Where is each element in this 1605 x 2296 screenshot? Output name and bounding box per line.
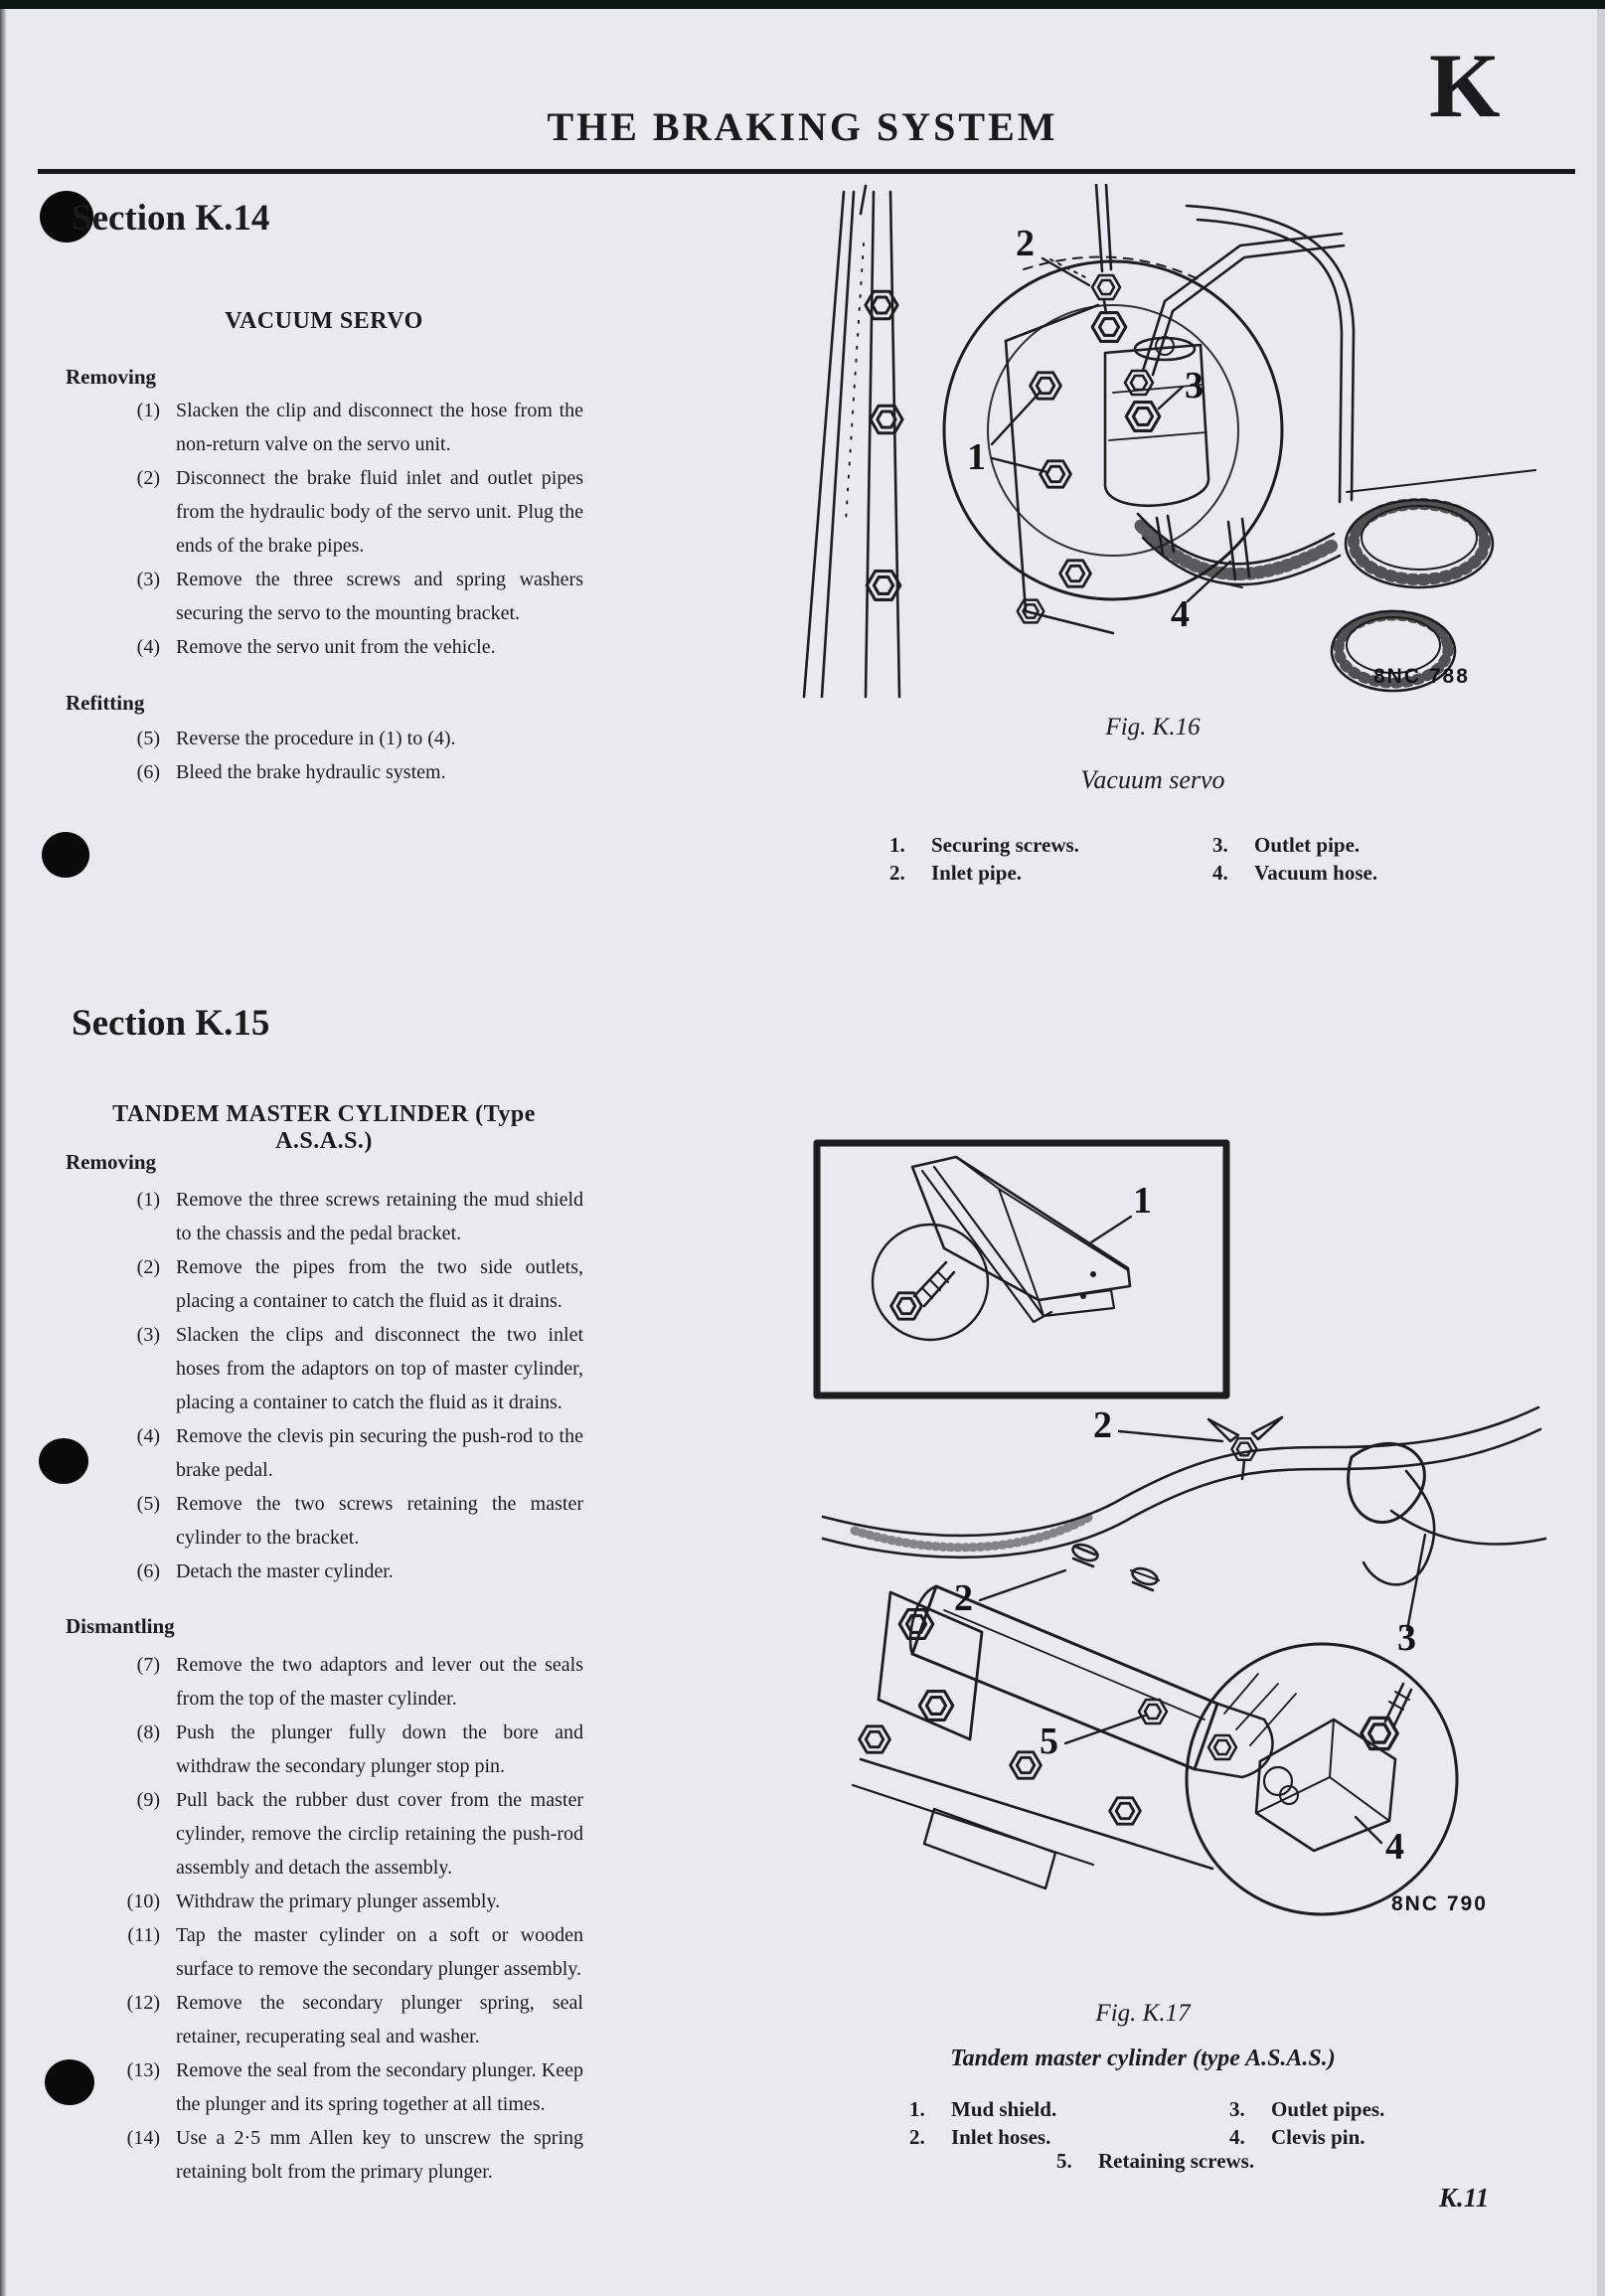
section-letter: K <box>1429 35 1501 136</box>
list-item-text: Push the plunger fully down the bore and withdraw the secondary plunger stop pin. <box>176 1722 583 1777</box>
k15-removing-list <box>65 1183 583 1588</box>
list-item <box>65 1183 583 1250</box>
legend-number: 2. <box>909 2125 925 2149</box>
fig-k17-illustration <box>795 1121 1550 1988</box>
callout-1: 1 <box>967 436 986 478</box>
page-number: K.11 <box>1439 2183 1490 2213</box>
list-item-text: Remove the two screws retaining the master cylinder to the bracket. <box>176 1493 583 1549</box>
k15-dismantling-list <box>65 1648 583 2189</box>
list-item-text: Withdraw the primary plunger assembly. <box>176 1890 501 1912</box>
fig-k16-legend-col2 <box>1212 831 1377 887</box>
callout-2-top: 2 <box>1093 1404 1112 1446</box>
drawing-code: 8NC 790 <box>1391 1892 1488 1915</box>
list-item-text: Remove the secondary plunger spring, seal retainer, recuperating seal and washer. <box>176 1992 583 2048</box>
legend-label: Outlet pipe. <box>1254 833 1361 857</box>
list-item-number: (2) <box>136 1256 160 1278</box>
list-item <box>65 394 583 461</box>
list-item-text: Remove the seal from the secondary plunger. Keep the plunger and its spring together at all times. <box>176 2059 583 2115</box>
fig-k17-subcaption: Tandem master cylinder (type A.S.A.S.) <box>950 2046 1336 2071</box>
callout-leaders <box>980 1431 1425 1843</box>
legend-label: Outlet pipes. <box>1271 2097 1385 2121</box>
fig-k17-caption: Fig. K.17 <box>1095 2000 1191 2027</box>
list-item-number: (4) <box>136 636 160 658</box>
list-item-text: Remove the two adaptors and lever out the seals from the top of the master cylinder. <box>176 1654 583 1710</box>
list-item-number: (6) <box>136 1560 160 1582</box>
callout-3: 3 <box>1397 1617 1416 1659</box>
legend-number: 3. <box>1229 2097 1245 2121</box>
list-item <box>65 2121 583 2189</box>
legend-label: Securing screws. <box>931 833 1079 857</box>
fig-k17-legend-col2 <box>1229 2095 1384 2151</box>
list-item-number: (6) <box>136 761 160 783</box>
list-item-text: Tap the master cylinder on a soft or wooden surface to remove the secondary plunger assembly. <box>176 1924 583 1980</box>
list-item <box>65 1487 583 1555</box>
k15-removing-heading: Removing <box>66 1150 156 1174</box>
fig-k16-caption: Fig. K.16 <box>1105 714 1201 740</box>
scan-edge-top <box>0 0 1605 9</box>
list-item-number: (14) <box>126 2127 160 2149</box>
list-item-number: (1) <box>136 1189 160 1211</box>
list-item-number: (4) <box>136 1425 160 1447</box>
list-item-text: Reverse the procedure in (1) to (4). <box>176 728 456 749</box>
list-item <box>65 563 583 630</box>
list-item-number: (12) <box>126 1992 160 2014</box>
legend-number: 1. <box>889 833 905 857</box>
scan-edge-right <box>1597 9 1605 2296</box>
list-item-number: (5) <box>136 1493 160 1515</box>
list-item-number: (8) <box>136 1722 160 1743</box>
legend-number: 1. <box>909 2097 925 2121</box>
servo-mounting-bracket <box>1006 305 1113 633</box>
callout-4: 4 <box>1385 1826 1404 1868</box>
pillar-panel-lines <box>804 192 899 697</box>
k14-refitting-heading: Refitting <box>66 691 145 715</box>
list-item-text: Bleed the brake hydraulic system. <box>176 761 446 783</box>
list-item <box>65 1986 583 2053</box>
list-item-text: Detach the master cylinder. <box>176 1560 394 1582</box>
list-item-text: Use a 2·5 mm Allen key to unscrew the spring retaining bolt from the primary plunger. <box>176 2127 583 2183</box>
fig-k17-legend-center <box>1056 2147 1254 2175</box>
mud-shield-inset <box>817 1143 1226 1395</box>
k14-removing-list <box>65 394 583 664</box>
list-item <box>65 755 583 789</box>
k14-removing-heading: Removing <box>66 365 156 389</box>
list-item <box>65 1716 583 1783</box>
list-item-number: (3) <box>136 569 160 590</box>
list-item-text: Remove the servo unit from the vehicle. <box>176 636 496 658</box>
list-item <box>65 461 583 563</box>
list-item <box>65 1885 583 1918</box>
legend-label: Clevis pin. <box>1271 2125 1365 2149</box>
vacuum-hose <box>1138 514 1340 587</box>
legend-number: 5. <box>1056 2149 1072 2173</box>
inlet-hose-pipes <box>823 1407 1545 1584</box>
list-item-text: Slacken the clip and disconnect the hose from the non-return valve on the servo unit. <box>176 400 583 455</box>
list-item <box>65 1419 583 1487</box>
list-item-text: Disconnect the brake fluid inlet and outlet pipes from the hydraulic body of the servo unit. Plug the ends of the brake pipes. <box>176 467 583 557</box>
list-item-number: (2) <box>136 467 160 489</box>
legend-number: 3. <box>1212 833 1228 857</box>
legend-label: Retaining screws. <box>1098 2149 1255 2173</box>
list-item-number: (7) <box>136 1654 160 1676</box>
list-item-number: (9) <box>136 1789 160 1811</box>
list-item <box>65 1250 583 1318</box>
reservoir-caps <box>1332 470 1535 691</box>
legend-label: Vacuum hose. <box>1254 861 1378 885</box>
list-item-number: (13) <box>126 2059 160 2081</box>
list-item-text: Pull back the rubber dust cover from the master cylinder, remove the circlip retaining the push-rod assembly and detach the assembly. <box>176 1789 583 1879</box>
outlet-pipe <box>1125 206 1354 502</box>
list-item-number: (11) <box>127 1924 160 1946</box>
callout-leaders <box>992 258 1230 601</box>
section-k14-title: VACUUM SERVO <box>225 308 423 334</box>
fig-k16-subcaption: Vacuum servo <box>1080 765 1225 794</box>
list-item-text: Slacken the clips and disconnect the two inlet hoses from the adaptors on top of master cylinder, placing a container to catch the fluid as it drains. <box>176 1324 583 1413</box>
callout-2-left: 2 <box>954 1577 973 1619</box>
list-item <box>65 2053 583 2121</box>
list-item-text: Remove the pipes from the two side outlets, placing a container to catch the fluid as it drains. <box>176 1256 583 1312</box>
legend-label: Inlet hoses. <box>951 2125 1051 2149</box>
k14-refitting-list <box>65 722 583 789</box>
list-item <box>65 1318 583 1419</box>
k15-dismantling-heading: Dismantling <box>66 1614 175 1638</box>
section-k15-heading: Section K.15 <box>72 1003 270 1044</box>
list-item-number: (1) <box>136 400 160 421</box>
clevis-detail-magnifier <box>1187 1644 1457 1914</box>
list-item-number: (5) <box>136 728 160 749</box>
legend-label: Inlet pipe. <box>931 861 1023 885</box>
fig-k16-legend-col1 <box>889 831 1079 887</box>
list-item <box>65 1783 583 1885</box>
fig-k17-legend-col1 <box>909 2095 1056 2151</box>
punch-hole <box>42 832 89 878</box>
legend-number: 4. <box>1229 2125 1245 2149</box>
callout-4: 4 <box>1171 593 1190 635</box>
list-item-text: Remove the three screws and spring washers securing the servo to the mounting bracket. <box>176 569 583 624</box>
list-item <box>65 630 583 664</box>
header-rule <box>38 169 1575 174</box>
fig-k16-illustration <box>557 184 1540 701</box>
legend-number: 2. <box>889 861 905 885</box>
callout-2: 2 <box>1016 223 1035 264</box>
list-item-text: Remove the three screws retaining the mud shield to the chassis and the pedal bracket. <box>176 1189 583 1244</box>
callout-5: 5 <box>1040 1721 1058 1762</box>
list-item-number: (10) <box>126 1890 160 1912</box>
list-item-text: Remove the clevis pin securing the push-rod to the brake pedal. <box>176 1425 583 1481</box>
page-title: THE BRAKING SYSTEM <box>547 104 1058 149</box>
section-k15-title: TANDEM MASTER CYLINDER (Type A.S.A.S.) <box>112 1101 536 1154</box>
list-item <box>65 722 583 755</box>
scan-edge-left <box>0 9 7 2296</box>
list-item <box>65 1555 583 1588</box>
callout-1: 1 <box>1133 1180 1152 1222</box>
callout-3: 3 <box>1185 365 1204 407</box>
list-item-number: (3) <box>136 1324 160 1346</box>
legend-label: Mud shield. <box>951 2097 1057 2121</box>
list-item <box>65 1918 583 1986</box>
list-item <box>65 1648 583 1716</box>
section-k14-heading: Section K.14 <box>72 198 270 239</box>
drawing-code: 8NC 788 <box>1373 665 1470 688</box>
legend-number: 4. <box>1212 861 1228 885</box>
